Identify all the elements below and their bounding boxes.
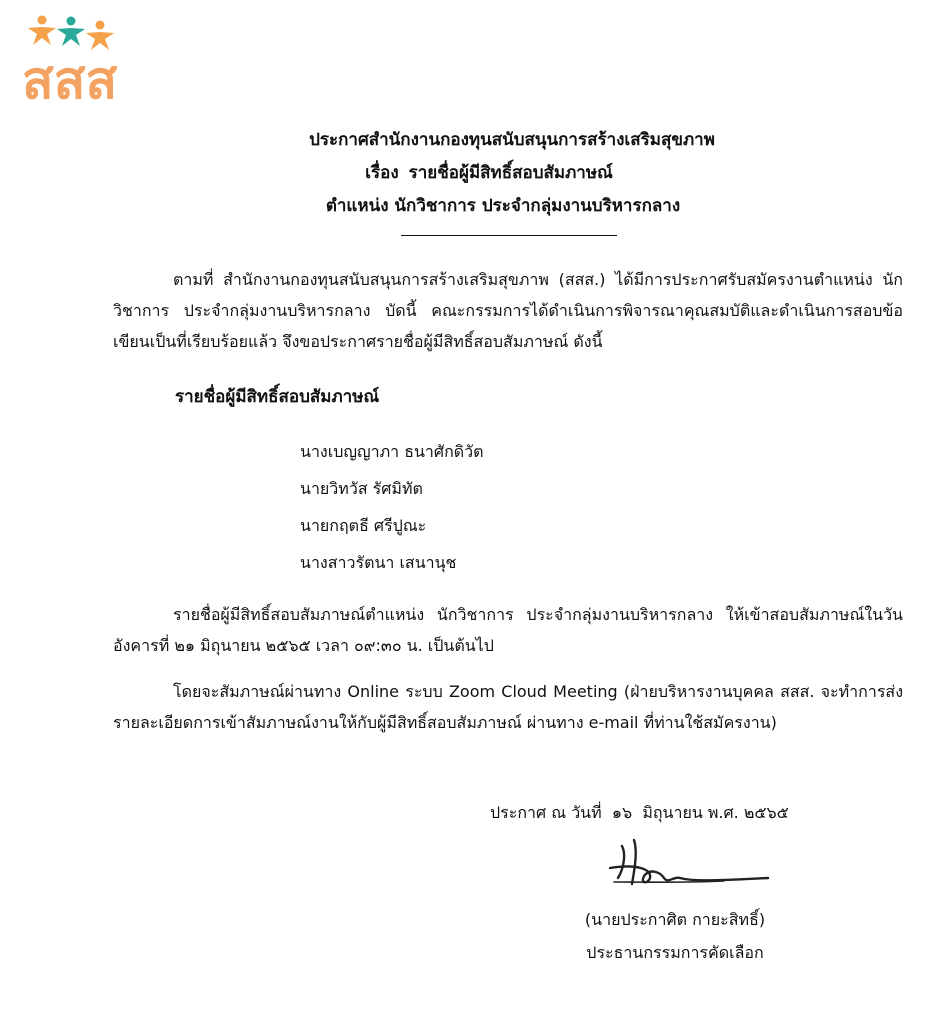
orange-figure-left-icon xyxy=(28,16,56,46)
candidate-list xyxy=(300,433,484,581)
orange-figure-right-icon xyxy=(86,21,114,51)
signer-title: ประธานกรรมการคัดเลือก xyxy=(586,943,764,962)
candidate-name: นายกฤตธี ศรีปูณะ xyxy=(300,516,427,535)
teal-figure-center-icon xyxy=(57,17,85,47)
candidate-name: นางสาวรัตนา เสนานุช xyxy=(300,553,457,572)
candidate-name: นายวิทวัส รัศมิทัต xyxy=(300,479,423,498)
logo-graphic xyxy=(20,12,160,104)
signer-block xyxy=(540,903,810,969)
logo-text: สสส xyxy=(22,51,118,104)
intro-paragraph-text: ตามที่ สำนักงานกองทุนสนับสนุนการสร้างเสริมสุขภาพ (สสส.) ได้มีการประกาศรับสมัครงานตำแหน่ง นักวิชาการ ประจำกลุ่มงานบริหารกลาง บัดนี้ คณะกรรมการได้ดำเนินการพิจารณาคุณสมบัติและดำเนินการสอบข้อเขียนเป็นที่เรียบร้อยแล้ว จึงขอประกาศรายชื่อผู้มีสิทธิ์สอบสัมภาษณ์ ดังนี้ xyxy=(113,270,903,351)
announcement-heading xyxy=(0,124,934,223)
heading-organization: ประกาศสำนักงานกองทุนสนับสนุนการสร้างเสริมสุขภาพ xyxy=(309,130,715,150)
subject-text: รายชื่อผู้มีสิทธิ์สอบสัมภาษณ์ xyxy=(408,163,613,183)
handwritten-signature xyxy=(604,838,774,892)
candidate-name: นางเบญญาภา ธนาศักดิวัต xyxy=(300,442,484,461)
subject-label: เรื่อง xyxy=(365,163,399,183)
heading-divider xyxy=(401,235,617,236)
candidate-list-title: รายชื่อผู้มีสิทธิ์สอบสัมภาษณ์ xyxy=(175,387,380,407)
heading-position: ตำแหน่ง นักวิชาการ ประจำกลุ่มงานบริหารกลาง xyxy=(325,196,681,216)
interview-method-text: โดยจะสัมภาษณ์ผ่านทาง Online ระบบ Zoom Cloud Meeting (ฝ่ายบริหารงานบุคคล สสส. จะทำการส่งรายละเอียดการเข้าสัมภาษณ์งานให้กับผู้มีสิทธิ์สอบสัมภาษณ์ ผ่านทาง e-mail ที่ท่านใช้สมัครงาน) xyxy=(113,682,903,732)
interview-schedule-text: รายชื่อผู้มีสิทธิ์สอบสัมภาษณ์ตำแหน่ง นักวิชาการ ประจำกลุ่มงานบริหารกลาง ให้เข้าสอบสัมภาษณ์ในวันอังคารที่ ๒๑ มิถุนายน ๒๕๖๕ เวลา ๐๙:๓๐ น. เป็นต้นไป xyxy=(113,605,903,655)
intro-paragraph xyxy=(113,264,903,357)
heading-subject-line xyxy=(0,157,934,190)
thaihealth-logo xyxy=(20,12,160,104)
signer-name: (นายประกาศิต กายะสิทธิ์) xyxy=(584,910,766,929)
announcement-date: ประกาศ ณ วันที่ ๑๖ มิถุนายน พ.ศ. ๒๕๖๕ xyxy=(490,803,789,822)
interview-schedule-paragraph xyxy=(113,599,903,661)
interview-method-paragraph xyxy=(113,676,903,738)
